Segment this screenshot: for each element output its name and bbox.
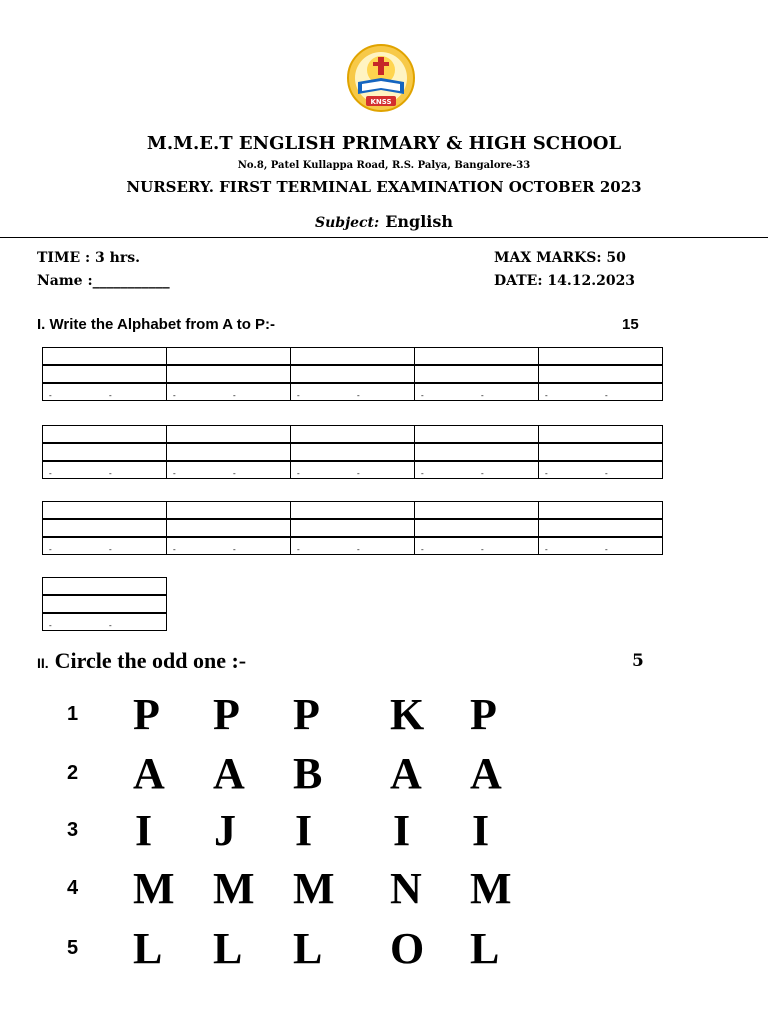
exam-title: NURSERY. FIRST TERMINAL EXAMINATION OCTOBER 2023 [126, 178, 642, 196]
letter-option[interactable]: I [295, 806, 313, 855]
row-number: 3 [67, 819, 79, 841]
section-1-marks: 15 [622, 316, 639, 333]
row-number: 2 [67, 762, 79, 784]
letter-option[interactable]: A [213, 749, 245, 798]
letter-option[interactable]: L [213, 924, 243, 973]
subject-label: Subject: [314, 215, 380, 231]
letter-option[interactable]: P [470, 690, 497, 739]
letter-option[interactable]: I [393, 806, 411, 855]
writing-grid[interactable]: - - [42, 577, 167, 631]
time-field: TIME : 3 hrs. [37, 250, 140, 266]
section-1-title: I. Write the Alphabet from A to P:- [37, 316, 276, 333]
letter-option[interactable]: B [293, 749, 323, 798]
subject-line [0, 212, 768, 231]
letter-option[interactable]: N [390, 864, 422, 913]
letter-option[interactable]: P [293, 690, 320, 739]
writing-grid[interactable]: - - - - - - - - - - [42, 501, 663, 555]
letter-option[interactable]: L [470, 924, 500, 973]
letter-option[interactable]: K [390, 690, 425, 739]
school-name: M.M.E.T ENGLISH PRIMARY & HIGH SCHOOL [146, 133, 622, 154]
section-2-title [37, 648, 246, 674]
school-address: No.8, Patel Kullappa Road, R.S. Palya, Bangalore-33 [237, 160, 531, 171]
section-2-marks: 5 [632, 651, 644, 671]
letter-option[interactable]: L [133, 924, 163, 973]
letter-option[interactable]: A [390, 749, 422, 798]
subject-value: English [385, 212, 454, 231]
letter-option[interactable]: M [470, 864, 512, 913]
letter-option[interactable]: M [293, 864, 335, 913]
school-logo [336, 44, 426, 116]
letter-option[interactable]: I [472, 806, 490, 855]
row-number: 4 [67, 877, 79, 899]
max-marks-field: MAX MARKS: 50 [494, 250, 626, 266]
date-field: DATE: 14.12.2023 [494, 273, 636, 289]
name-field: Name :___________ [37, 273, 170, 289]
header-divider [0, 237, 768, 238]
section-2-roman: II. [37, 655, 49, 671]
letter-option[interactable]: A [133, 749, 165, 798]
letter-option[interactable]: I [135, 806, 153, 855]
letter-option[interactable]: P [213, 690, 240, 739]
letter-option[interactable]: M [133, 864, 175, 913]
letter-option[interactable]: O [390, 924, 425, 973]
writing-grid[interactable]: - - - - - - - - - - [42, 347, 663, 401]
row-number: 5 [67, 937, 79, 959]
letter-option[interactable]: J [214, 806, 236, 855]
letter-option[interactable]: M [213, 864, 255, 913]
letter-option[interactable]: P [133, 690, 160, 739]
letter-option[interactable]: A [470, 749, 502, 798]
section-2-text: Circle the odd one :- [54, 648, 247, 673]
svg-text:KNSS: KNSS [370, 98, 392, 106]
letter-option[interactable]: L [293, 924, 323, 973]
writing-grid[interactable]: - - - - - - - - - - [42, 425, 663, 479]
row-number: 1 [67, 703, 79, 725]
